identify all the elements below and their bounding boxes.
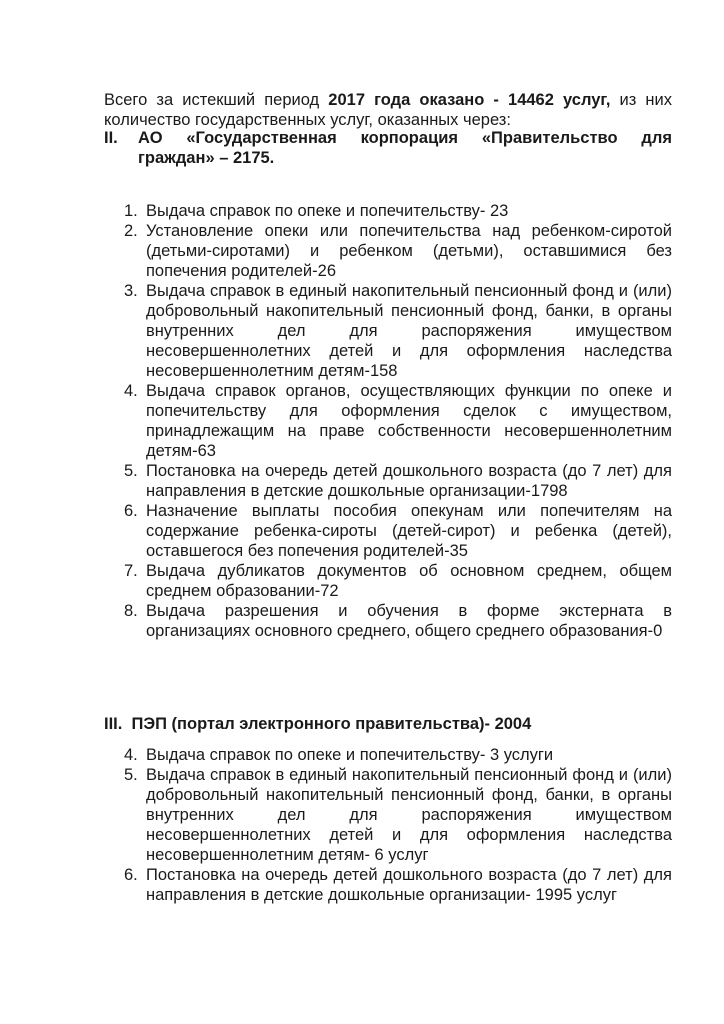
intro-paragraph [104, 90, 672, 130]
list-item [0, 745, 672, 765]
list-item-number: 3. [124, 282, 138, 300]
list-item-text: Выдача справок по опеке и попечительству- 23 [146, 202, 509, 220]
list-item-text: Установление опеки или попечительства над ребенком-сиротой (детьми-сиротами) и ребенком (детьми), оставшимися без попечения родителей-26 [146, 222, 672, 280]
list-item-text: Назначение выплаты пособия опекунам или попечителям на содержание ребенка-сироты (детей-сирот) и ребенка (детей), оставшегося без попечения родителей-35 [146, 502, 672, 560]
list-item-text: Выдача разрешения и обучения в форме экстерната в организациях основного среднего, общего среднего образования-0 [146, 602, 672, 640]
list-item-number: 7. [124, 562, 138, 580]
list-item-text: Выдача справок в единый накопительный пенсионный фонд и (или) добровольный накопительный пенсионный фонд, банки, в органы внутренних дел для распоряжения имуществом несовершеннолетних детей и для оформления наследства несовершеннолетним детям-158 [146, 282, 672, 380]
list-item-number: 8. [124, 602, 138, 620]
intro-line-1 [104, 90, 672, 110]
list-item [0, 461, 672, 501]
intro-text-a: Всего за истекший период [104, 91, 329, 109]
list-item-number: 4. [124, 382, 138, 400]
section-2-line-1: АО «Государственная корпорация «Правительство для [138, 129, 672, 147]
list-item-number: 5. [124, 766, 138, 784]
list-item-number: 2. [124, 222, 138, 240]
list-item [0, 561, 672, 601]
section-3-list [0, 745, 672, 905]
list-item [0, 221, 672, 281]
list-item-text: Выдача справок в единый накопительный пенсионный фонд и (или) добровольный накопительный пенсионный фонд, банки, в органы внутренних дел для распоряжения имуществом несовершеннолетних детей и для оформления наследства несовершеннолетним детям- 6 услуг [146, 766, 672, 864]
list-item-number: 6. [124, 866, 138, 884]
section-3-title: ПЭП (портал электронного правительства)- 2004 [131, 715, 532, 733]
intro-text-b: из них [610, 91, 672, 109]
list-item-text: Выдача справок органов, осуществляющих функции по опеке и попечительству для оформления сделок с имуществом, принадлежащим на праве собственности несовершеннолетним детям-63 [146, 382, 672, 460]
list-item [0, 281, 672, 381]
section-2-line-2: граждан» – 2175. [138, 149, 275, 167]
list-item-number: 5. [124, 462, 138, 480]
list-item-text: Выдача дубликатов документов об основном среднем, общем среднем образовании-72 [146, 562, 672, 600]
list-item [0, 381, 672, 461]
list-item [0, 865, 672, 905]
list-item-number: 1. [124, 202, 138, 220]
list-item [0, 601, 672, 641]
list-item [0, 765, 672, 865]
list-item-text: Выдача справок по опеке и попечительству- 3 услуги [146, 746, 554, 764]
list-item-number: 6. [124, 502, 138, 520]
section-2-list [0, 201, 672, 641]
intro-line-2: количество государственных услуг, оказанных через: [104, 111, 511, 129]
list-item-text: Постановка на очередь детей дошкольного возраста (до 7 лет) для направления в детские дошкольные организации- 1995 услуг [146, 866, 672, 904]
list-item-text: Постановка на очередь детей дошкольного возраста (до 7 лет) для направления в детские дошкольные организации-1798 [146, 462, 672, 500]
list-item [0, 501, 672, 561]
list-item [0, 201, 672, 221]
section-3-heading [104, 714, 531, 734]
intro-total-bold: 2017 года оказано - 14462 услуг, [328, 91, 611, 109]
list-item-number: 4. [124, 746, 138, 764]
section-2-numeral: II. [104, 129, 118, 147]
section-3-numeral: III. [104, 715, 123, 733]
